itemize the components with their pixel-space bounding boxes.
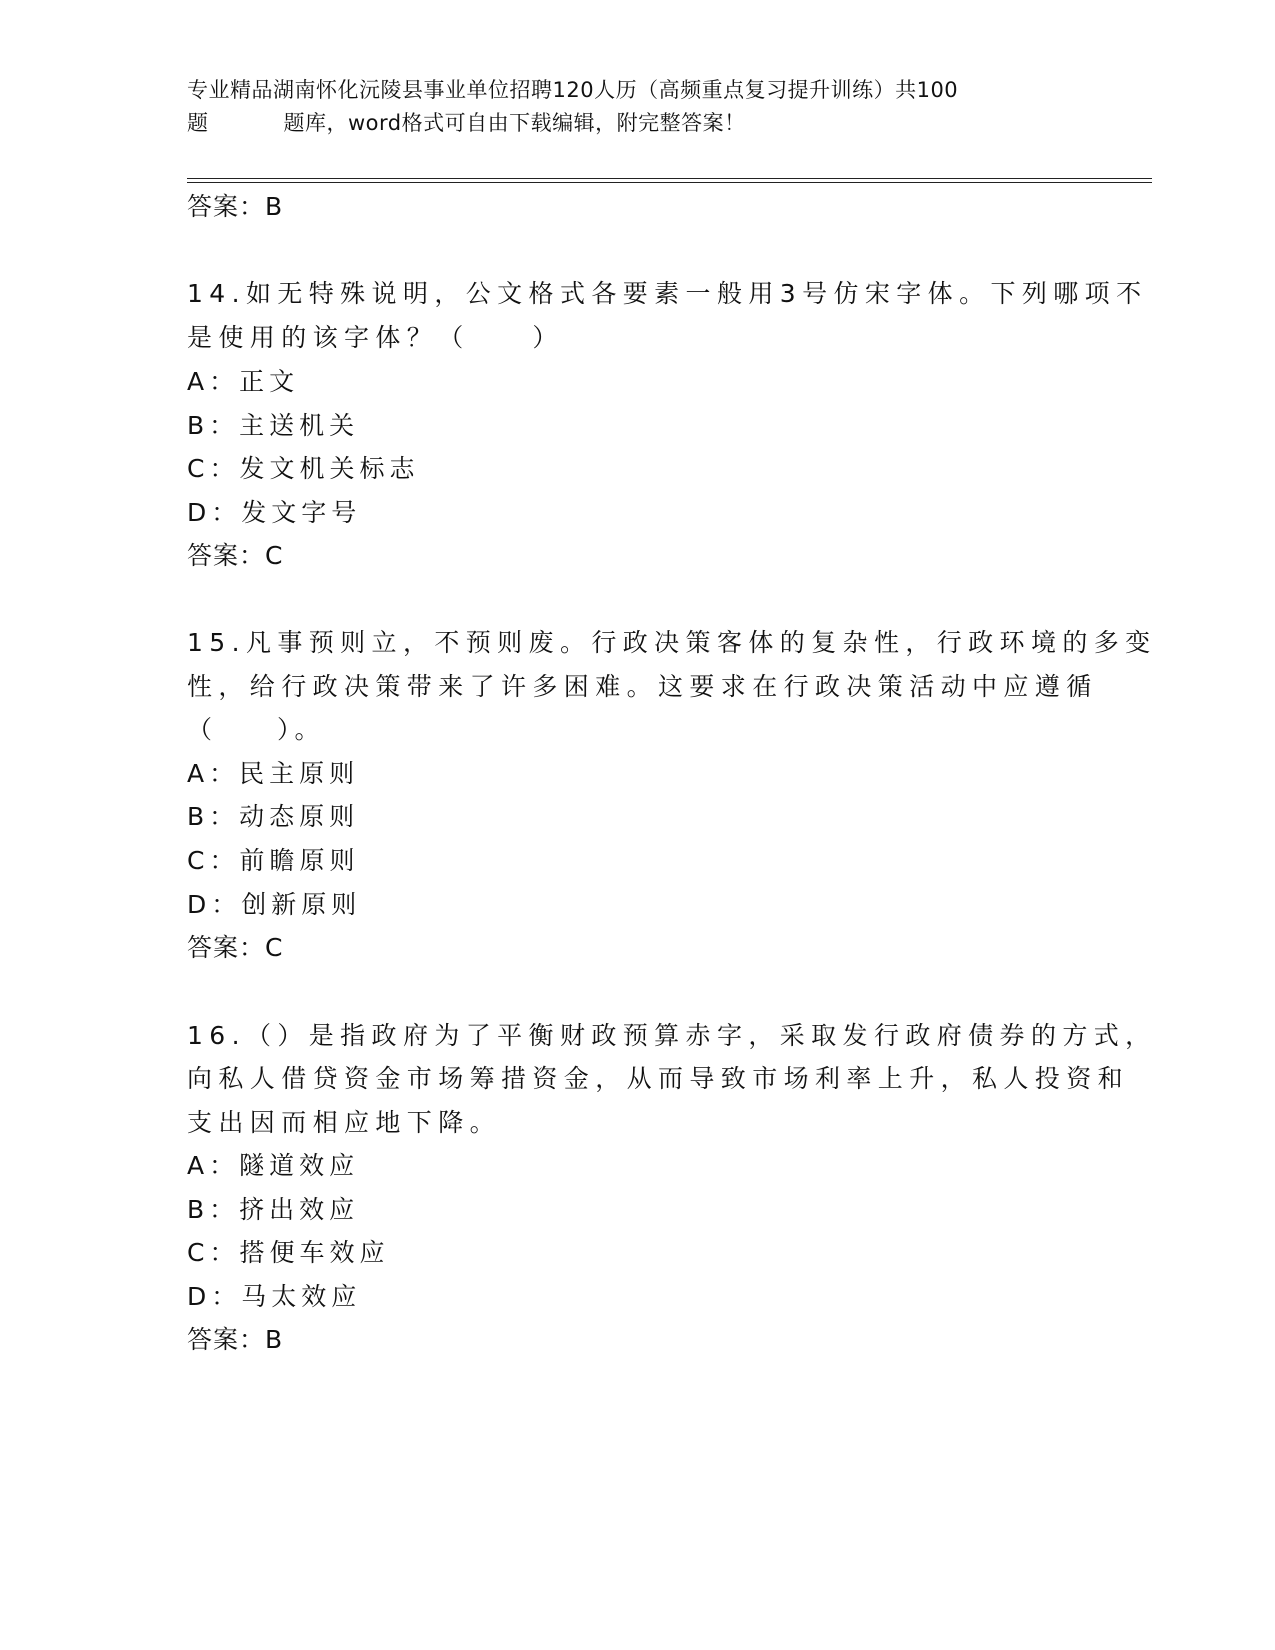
header-title-line2	[187, 107, 1087, 140]
header-title-line2-part1: 题	[187, 111, 209, 135]
question-15-option-d: D：创新原则	[187, 890, 362, 919]
question-16-line-3: 支出因而相应地下降。	[187, 1108, 502, 1137]
question-14-option-c: C：发文机关标志	[187, 454, 420, 483]
question-15-line-1: 15.凡事预则立，不预则废。行政决策客体的复杂性，行政环境的多变	[187, 628, 1157, 657]
question-14-line-1: 14.如无特殊说明，公文格式各要素一般用3号仿宋字体。下列哪项不	[187, 279, 1148, 308]
question-15-line-2: 性，给行政决策带来了许多困难。这要求在行政决策活动中应遵循	[187, 672, 1098, 701]
question-15-option-b: B：动态原则	[187, 802, 360, 831]
question-14-option-d: D：发文字号	[187, 498, 362, 527]
question-16-option-c: C：搭便车效应	[187, 1238, 390, 1267]
header-title-line2-part2: 题库，word格式可自由下载编辑，附完整答案！	[283, 111, 746, 135]
question-16-answer: 答案：B	[187, 1325, 284, 1354]
page-header	[187, 74, 1087, 140]
question-14-answer: 答案：C	[187, 541, 284, 570]
header-divider-bottom	[187, 182, 1152, 183]
question-16-line-2: 向私人借贷资金市场筹措资金，从而导致市场利率上升，私人投资和	[187, 1064, 1130, 1093]
header-divider-top	[187, 178, 1152, 179]
question-15-answer: 答案：C	[187, 933, 284, 962]
question-14-option-b: B：主送机关	[187, 411, 360, 440]
question-16-option-a: A：隧道效应	[187, 1151, 360, 1180]
previous-answer: 答案：B	[187, 192, 284, 221]
question-14-line-2: 是使用的该字体？（ ）	[187, 323, 564, 352]
question-15-option-c: C：前瞻原则	[187, 846, 360, 875]
question-16-option-b: B：挤出效应	[187, 1195, 360, 1224]
header-title-line1: 专业精品湖南怀化沅陵县事业单位招聘120人历（高频重点复习提升训练）共100	[187, 78, 959, 102]
question-16-line-1: 16.（）是指政府为了平衡财政预算赤字，采取发行政府债券的方式，	[187, 1021, 1157, 1050]
question-15-line-3: （ ）。	[187, 715, 325, 744]
question-15-option-a: A：民主原则	[187, 759, 360, 788]
question-16-option-d: D：马太效应	[187, 1282, 362, 1311]
question-14-option-a: A：正文	[187, 367, 300, 396]
